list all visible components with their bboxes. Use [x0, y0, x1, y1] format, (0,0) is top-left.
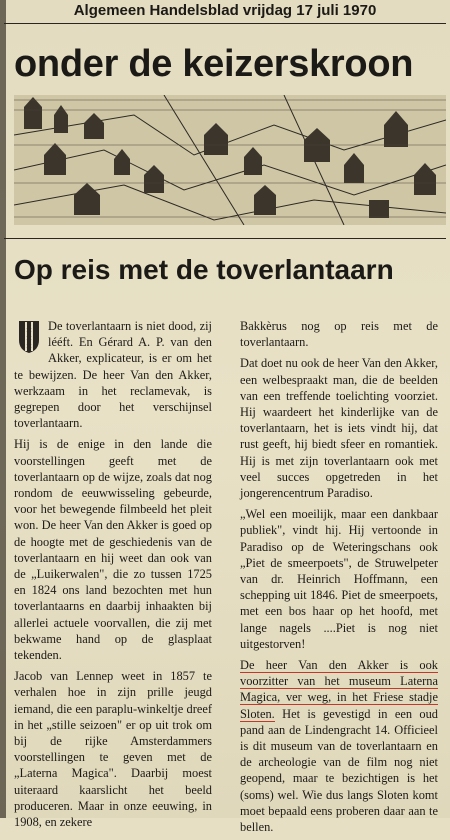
- article-column-right: [240, 318, 438, 840]
- dateline: Algemeen Handelsblad vrijdag 17 juli 1970: [73, 2, 377, 19]
- paragraph: De toverlantaarn is niet dood, zij lééft. En Gérard A. P. van den Akker, explicateur, is er om het te bewijzen. De heer Van den Akker, werkzaam in het reclamevak, is gegrepen door het verschijnsel toverlantaarn.: [14, 319, 212, 431]
- scan-edge: [0, 0, 6, 818]
- top-rule: [4, 23, 446, 24]
- paragraph: Hij is de enige in den lande die voorstellingen geeft met de toverlantaarn op de wijze, zoals dat nog rondom de eeuwwisseling gebeurde, voor het bewegende filmbeeld het pleit won. De heer Van den Akker is goed op de hoogte met de geschiedenis van de toverlantaarn en hij weet dan ook van de „Luikerwalen", die zo tussen 1725 en 1824 ons land bezochten met hun toverlantaarns en daarbij inhaakten bij allerlei actuele voorvallen, die zij met bekwame hand op de glasplaat tekenden.: [14, 437, 212, 663]
- coat-of-arms-icon: [18, 320, 40, 354]
- article-headline: Op reis met de toverlantaarn: [14, 254, 394, 285]
- paragraph: Jacob van Lennep weet in 1857 te verhalen hoe in zijn prille jeugd iemand, die een paraplu-winkeltje dreef in het „stille seizoen" er op uit trok om bij de rijke Amsterdammers voorstellingen te geven met de „Laterna Magica". Daarbij moest uiteraard kaarslicht het beeld produceren. Maar in onze eeuwing, in 1908, en zekere: [14, 669, 212, 830]
- paragraph-tail: Het is gevestigd in een oud pand aan de Lindengracht 14. Officieel is dit museum van de toverlantaarn en de archeologie van de film nog niet geopend, maar te bezichtigen is het (soms) wel. Wie dus langs Sloten komt moet bepaald eens proberen daar aan te bellen.: [240, 706, 438, 835]
- paragraph: Dat doet nu ook de heer Van den Akker, een welbespraakt man, die de beelden van een treffende toelichting voorziet. Hij waardeert het kinderlijke van de toverlantaarn, het is iets vindt hij, dat rust geeft, hij biedt sfeer en romantiek. Hij is met zijn toverlantaarn ook met veel succes opgetreden in het jongerencentrum Paradiso.: [240, 356, 438, 501]
- paragraph: Bakkèrus nog op reis met de toverlantaarn.: [240, 319, 438, 350]
- article-column-left: [14, 318, 212, 835]
- image-rule: [4, 238, 446, 239]
- paragraph: „Wel een moeilijk, maar een dankbaar publiek", vindt hij. Hij vertoonde in Paradiso op de Weteringschans ook „Piet de smeerpoets", de Struwelpeter van dr. Heinrich Hoffmann, een schepping uit 1846. Piet de smeerpoets, met een bos haar op het hoofd, met lange nagels ....Piet is nog niet uitgestorven!: [240, 507, 438, 651]
- section-title: onder de keizerskroon: [14, 43, 414, 85]
- paragraph: [240, 657, 438, 835]
- underlined-text: De heer Van den Akker is ook voorzitter van het museum Laterna Magica, ver weg, in het Friese stadje Sloten.: [240, 658, 438, 721]
- city-etching-image: [14, 95, 446, 225]
